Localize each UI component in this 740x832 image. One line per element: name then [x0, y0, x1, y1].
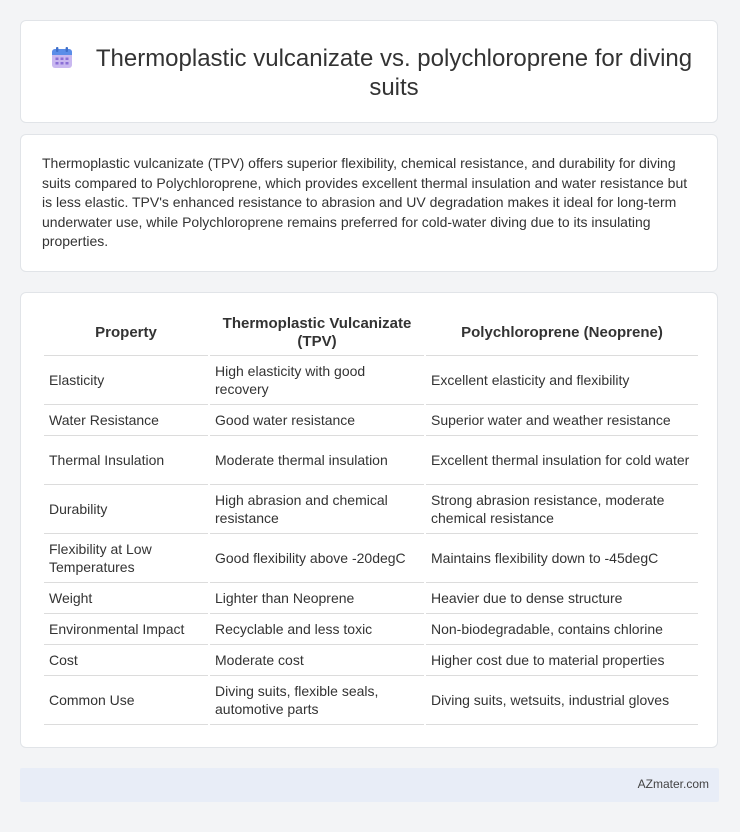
neoprene-cell: Diving suits, wetsuits, industrial gloves: [426, 676, 698, 725]
intro-card: [20, 134, 718, 272]
footer-bar: [20, 768, 719, 802]
intro-paragraph: Thermoplastic vulcanizate (TPV) offers superior flexibility, chemical resistance, and durability for diving suits compared to Polychloroprene, which provides excellent thermal insulation and water resistance but is less elastic. TPV's enhanced resistance to abrasion and UV degradation makes it ideal for long-term underwater use, while Polychloroprene remains preferred for cold-water diving due to its insulating properties.: [42, 155, 688, 249]
neoprene-cell: Higher cost due to material properties: [426, 645, 698, 676]
table-row: [44, 645, 698, 676]
comparison-card: [20, 292, 718, 748]
table-row: [44, 356, 698, 405]
neoprene-cell: Strong abrasion resistance, moderate chemical resistance: [426, 485, 698, 534]
table-row: [44, 676, 698, 725]
title-card: [20, 20, 718, 123]
table-row: [44, 405, 698, 436]
neoprene-cell: Non-biodegradable, contains chlorine: [426, 614, 698, 645]
header-property: Property: [44, 311, 208, 356]
tpv-cell: High abrasion and chemical resistance: [210, 485, 424, 534]
table-row: [44, 534, 698, 583]
calendar-icon: [51, 47, 73, 69]
property-cell: Elasticity: [44, 356, 208, 405]
comparison-table: [42, 311, 700, 725]
property-cell: Common Use: [44, 676, 208, 725]
neoprene-cell: Excellent thermal insulation for cold water: [426, 436, 698, 485]
header-neoprene: Polychloroprene (Neoprene): [426, 311, 698, 356]
table-header-row: [44, 311, 698, 356]
tpv-cell: Moderate cost: [210, 645, 424, 676]
tpv-cell: High elasticity with good recovery: [210, 356, 424, 405]
header-tpv: Thermoplastic Vulcanizate (TPV): [210, 311, 424, 356]
table-row: [44, 436, 698, 485]
property-cell: Environmental Impact: [44, 614, 208, 645]
tpv-cell: Good flexibility above -20degC: [210, 534, 424, 583]
table-row: [44, 485, 698, 534]
page-title: Thermoplastic vulcanizate vs. polychloroprene for diving suits: [95, 45, 693, 101]
tpv-cell: Good water resistance: [210, 405, 424, 436]
property-cell: Flexibility at Low Temperatures: [44, 534, 208, 583]
neoprene-cell: Superior water and weather resistance: [426, 405, 698, 436]
tpv-cell: Moderate thermal insulation: [210, 436, 424, 485]
property-cell: Weight: [44, 583, 208, 614]
tpv-cell: Lighter than Neoprene: [210, 583, 424, 614]
table-row: [44, 583, 698, 614]
property-cell: Thermal Insulation: [44, 436, 208, 485]
property-cell: Durability: [44, 485, 208, 534]
tpv-cell: Recyclable and less toxic: [210, 614, 424, 645]
neoprene-cell: Maintains flexibility down to -45degC: [426, 534, 698, 583]
tpv-cell: Diving suits, flexible seals, automotive parts: [210, 676, 424, 725]
table-row: [44, 614, 698, 645]
footer-brand: AZmater.com: [637, 777, 709, 791]
neoprene-cell: Heavier due to dense structure: [426, 583, 698, 614]
neoprene-cell: Excellent elasticity and flexibility: [426, 356, 698, 405]
property-cell: Water Resistance: [44, 405, 208, 436]
property-cell: Cost: [44, 645, 208, 676]
